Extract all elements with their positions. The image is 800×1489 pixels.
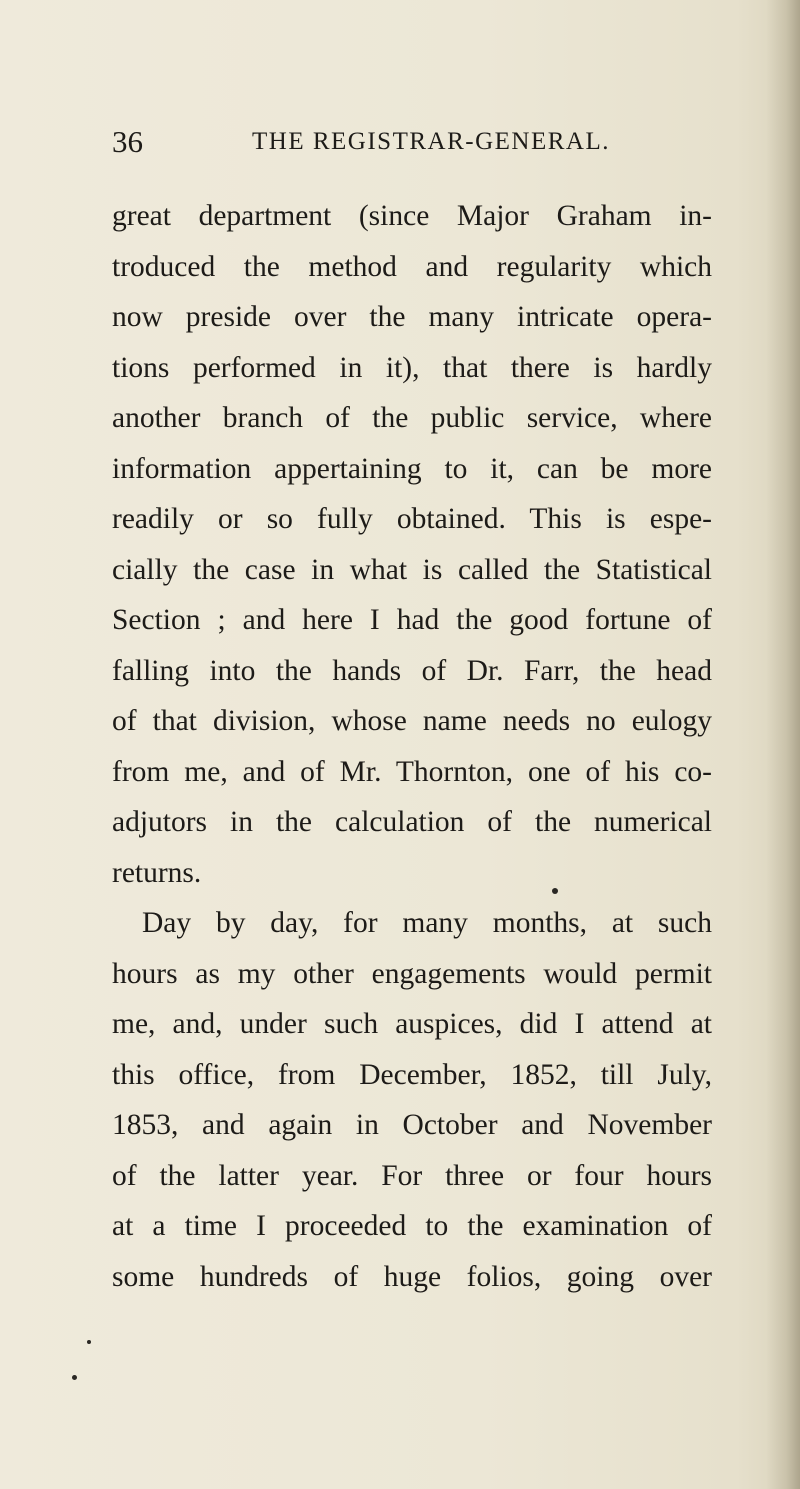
text-line: another branch of the public service, where [112,402,712,434]
text-line: hours as my other engagements would permit [112,957,712,990]
text-line: falling into the hands of Dr. Farr, the head [112,654,712,687]
text-line: cially the case in what is called the Statistical [112,553,712,586]
text-line: troduced the method and regularity which [112,250,712,283]
text-line: tions performed in it), that there is hardly [112,351,712,384]
ink-speck [87,1340,91,1344]
text-line: returns. [112,856,202,889]
text-line: of the latter year. For three or four hours [112,1159,712,1192]
text-line: readily or so fully obtained. This is espe- [112,503,712,535]
text-line: now preside over the many intricate opera- [112,301,712,333]
paragraph-1 [112,191,712,898]
text-line: this office, from December, 1852, till July, [112,1058,712,1091]
page-edge-shadow [766,0,800,1489]
text-line: Day by day, for many months, at such [142,907,712,939]
text-line: of that division, whose name needs no eulogy [112,705,712,737]
page-header [112,122,712,162]
body-text [112,191,712,1302]
ink-speck [72,1375,77,1380]
paragraph-2 [112,898,712,1302]
text-line: from me, and of Mr. Thornton, one of his co- [112,755,712,788]
text-line: 1853, and again in October and November [112,1109,712,1141]
text-line: information appertaining to it, can be more [112,452,712,485]
text-line: Section ; and here I had the good fortune of [112,604,712,636]
text-line: me, and, under such auspices, did I attend at [112,1008,712,1040]
text-line: adjutors in the calculation of the numerical [112,806,712,838]
text-line: great department (since Major Graham in- [112,200,712,232]
running-head: THE REGISTRAR-GENERAL. [252,128,610,155]
ink-speck [552,888,558,894]
text-line: some hundreds of huge folios, going over [112,1260,712,1293]
text-line: at a time I proceeded to the examination of [112,1210,712,1242]
page-number: 36 [112,124,143,159]
